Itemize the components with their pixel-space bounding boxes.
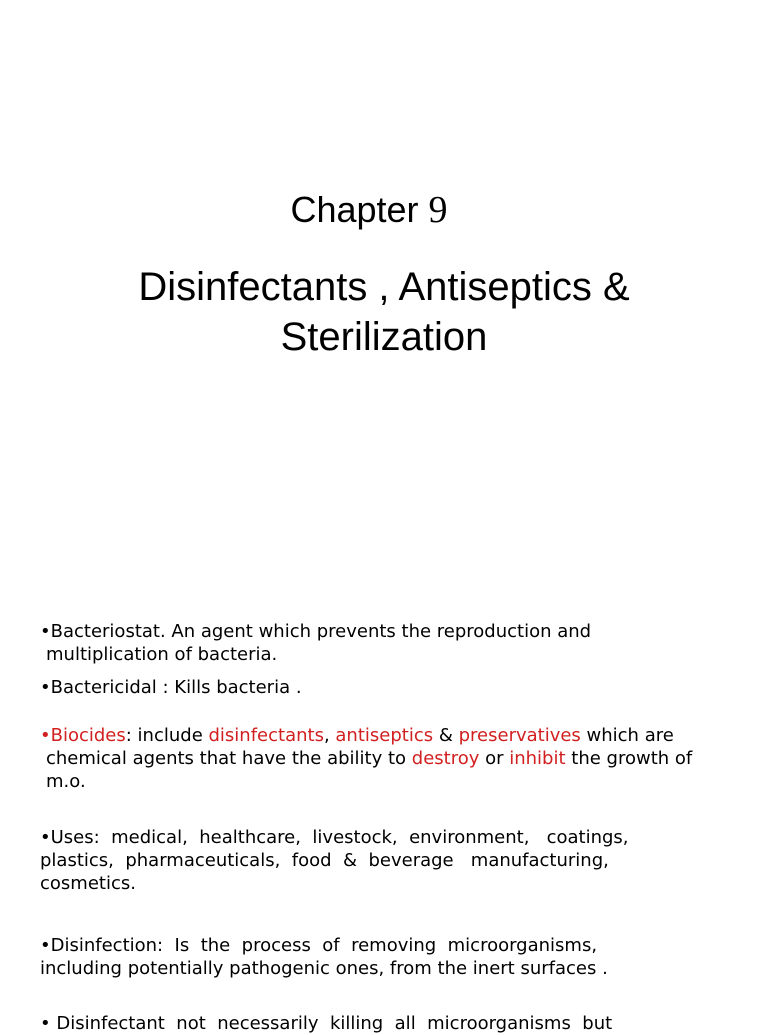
biocides-text-1: : include <box>125 725 209 746</box>
bacteriostat-line-1: •Bacteriostat. An agent which prevents the reproduction and <box>40 621 592 642</box>
biocides-paragraph <box>40 724 768 793</box>
antiseptics-term: antiseptics <box>335 725 434 746</box>
destroy-term: destroy <box>411 748 480 769</box>
biocides-line-3: m.o. <box>46 771 86 792</box>
disinfectant-line-1: • Disinfectant not necessarily killing all microorganisms but <box>40 1013 613 1034</box>
inhibit-term: inhibit <box>509 748 566 769</box>
biocides-line-2a: chemical agents that have the ability to <box>46 748 412 769</box>
bactericidal-line: •Bactericidal : Kills bacteria . <box>40 677 302 698</box>
disinfection-line-2: including potentially pathogenic ones, from the inert surfaces . <box>40 958 608 979</box>
bacteriostat-line-2: multiplication of bacteria. <box>46 644 278 665</box>
uses-line-2: plastics, pharmaceuticals, food & beverage manufacturing, <box>40 850 609 871</box>
title-line-1: Disinfectants , Antiseptics & <box>138 265 630 309</box>
disinfection-paragraph <box>40 934 666 980</box>
page-title <box>0 262 768 362</box>
biocides-amp: & <box>433 725 459 746</box>
uses-line-1: •Uses: medical, healthcare, livestock, environment, coatings, <box>40 827 629 848</box>
disinfection-line-1: •Disinfection: Is the process of removing microorganisms, <box>40 935 598 956</box>
bactericidal-paragraph <box>40 676 666 699</box>
chapter-number: 9 <box>428 189 448 231</box>
chapter-word: Chapter <box>290 189 419 230</box>
biocides-term: •Biocides <box>40 725 126 746</box>
uses-line-3: cosmetics. <box>40 873 136 894</box>
biocides-comma: , <box>323 725 336 746</box>
biocides-or: or <box>479 748 510 769</box>
biocides-line-2 <box>40 747 768 770</box>
biocides-line-1 <box>40 724 768 747</box>
disinfectants-term: disinfectants <box>208 725 324 746</box>
chapter-heading <box>0 188 738 232</box>
title-line-2: Sterilization <box>280 315 488 359</box>
biocides-line-2b: the growth of <box>565 748 693 769</box>
preservatives-term: preservatives <box>458 725 581 746</box>
biocides-text-2: which are <box>580 725 674 746</box>
uses-paragraph <box>40 826 666 895</box>
bacteriostat-paragraph <box>40 620 666 666</box>
